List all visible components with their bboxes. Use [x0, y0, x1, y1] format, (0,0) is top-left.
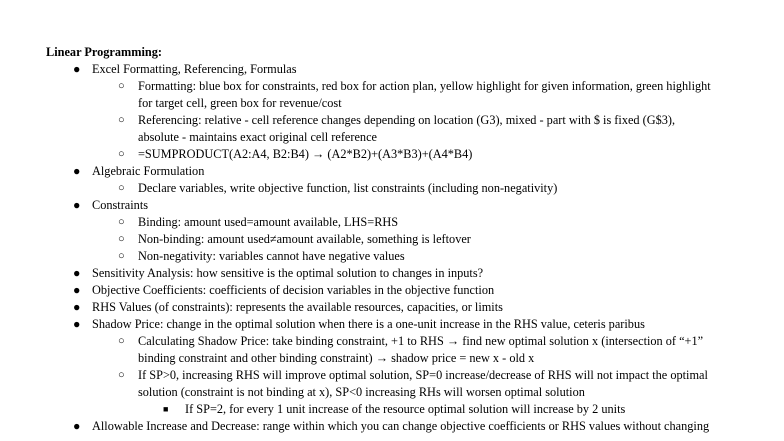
- list-item: [46, 248, 746, 265]
- list-item: [46, 78, 746, 95]
- list-item: [46, 197, 746, 214]
- list-item-text: Non-negativity: variables cannot have negative values: [138, 249, 405, 263]
- bullet-icon: ○: [118, 114, 125, 126]
- list-item-text: Sensitivity Analysis: how sensitive is the optimal solution to changes in inputs?: [92, 266, 484, 280]
- bullet-icon: ●: [73, 198, 81, 212]
- list-item: [46, 180, 746, 197]
- list-item-text: solution (constraint is not binding at x), SP<0 increasing RHs will worsen optimal solution: [138, 385, 585, 399]
- list-item-text: Binding: amount used=amount available, LHS=RHS: [138, 215, 399, 229]
- bullet-icon: ●: [73, 62, 81, 76]
- bullet-icon: ○: [118, 182, 125, 194]
- bullet-list: [46, 61, 746, 435]
- list-item-continuation: [46, 95, 746, 112]
- list-item-text: Calculating Shadow Price: take binding constraint, +1 to RHS → find new optimal solution x (intersection of “+1”: [138, 334, 704, 348]
- bullet-icon: ○: [118, 250, 125, 262]
- list-item: [46, 112, 746, 129]
- list-item: [46, 146, 746, 163]
- list-item-continuation: [46, 350, 746, 367]
- list-item-text: RHS Values (of constraints): represents the available resources, capacities, or limits: [92, 300, 503, 314]
- list-item-text: Non-binding: amount used≠amount available, something is leftover: [138, 232, 471, 246]
- list-item-text: binding constraint and other binding constraint) → shadow price = new x - old x: [138, 351, 535, 365]
- bullet-icon: ○: [118, 216, 125, 228]
- bullet-icon: ○: [118, 80, 125, 92]
- bullet-icon: ○: [118, 335, 125, 347]
- list-item-text: Shadow Price: change in the optimal solution when there is a one-unit increase in the RHS value, ceteris paribus: [92, 317, 645, 331]
- bullet-icon: ●: [73, 266, 81, 280]
- list-item-text: Excel Formatting, Referencing, Formulas: [92, 62, 297, 76]
- list-item-text: If SP>0, increasing RHS will improve optimal solution, SP=0 increase/decrease of RHS will not impact the optimal: [138, 368, 708, 382]
- list-item-text: Allowable Increase and Decrease: range within which you can change objective coefficients or RHS values without changing: [92, 419, 710, 433]
- bullet-icon: ●: [73, 317, 81, 331]
- list-item-text: Referencing: relative - cell reference changes depending on location (G3), mixed - part with $ is fixed (G$3),: [138, 113, 676, 127]
- list-item: [46, 231, 746, 248]
- list-item: [46, 299, 746, 316]
- bullet-icon: ●: [73, 419, 81, 433]
- list-item-text: Objective Coefficients: coefficients of decision variables in the objective function: [92, 283, 495, 297]
- list-item-text: for target cell, green box for revenue/cost: [138, 96, 342, 110]
- list-item: [46, 163, 746, 180]
- list-item-text: Constraints: [92, 198, 149, 212]
- list-item: [46, 316, 746, 333]
- bullet-icon: ○: [118, 148, 125, 160]
- list-item: [46, 333, 746, 350]
- list-item: [46, 282, 746, 299]
- bullet-icon: ●: [73, 283, 81, 297]
- list-item: [46, 401, 746, 418]
- list-item-text: Declare variables, write objective function, list constraints (including non-negativity): [138, 181, 558, 195]
- list-item-text: absolute - maintains exact original cell reference: [138, 130, 377, 144]
- list-item-continuation: [46, 129, 746, 146]
- bullet-icon: ■: [163, 404, 169, 414]
- bullet-icon: ●: [73, 300, 81, 314]
- list-item-text: Algebraic Formulation: [92, 164, 205, 178]
- bullet-icon: ○: [118, 369, 125, 381]
- list-item: [46, 418, 746, 435]
- list-item-text: If SP=2, for every 1 unit increase of the resource optimal solution will increase by 2 units: [185, 402, 626, 416]
- list-item: [46, 61, 746, 78]
- bullet-icon: ○: [118, 233, 125, 245]
- list-item-text: Formatting: blue box for constraints, red box for action plan, yellow highlight for given information, green highlight: [138, 79, 711, 93]
- bullet-icon: ●: [73, 164, 81, 178]
- list-item: [46, 214, 746, 231]
- list-item-continuation: [46, 384, 746, 401]
- list-item: [46, 367, 746, 384]
- section-title: Linear Programming:: [46, 45, 163, 59]
- document-page: [46, 44, 746, 435]
- list-item-text: =SUMPRODUCT(A2:A4, B2:B4) → (A2*B2)+(A3*B3)+(A4*B4): [138, 147, 473, 161]
- list-item: [46, 265, 746, 282]
